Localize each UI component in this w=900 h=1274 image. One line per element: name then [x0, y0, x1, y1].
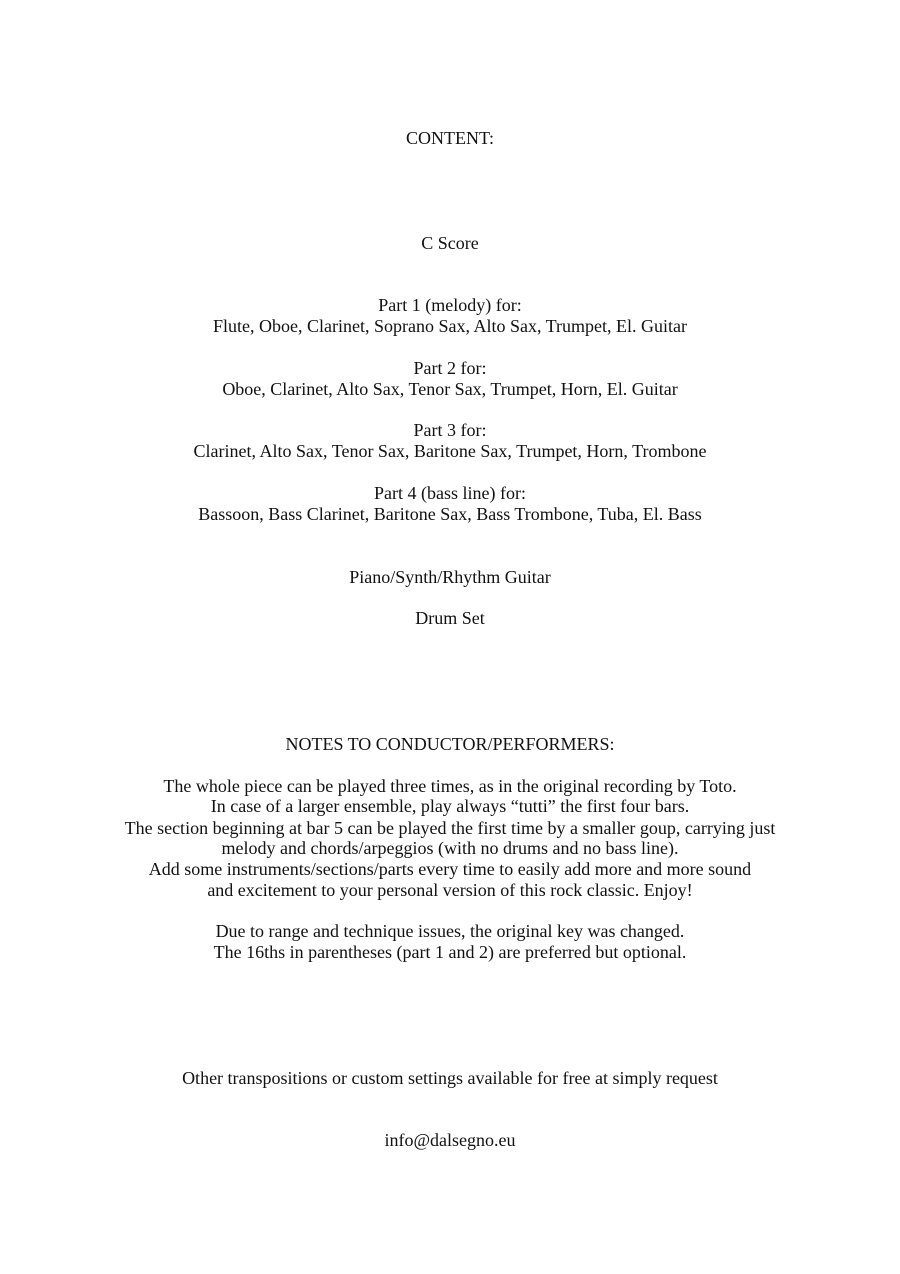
notes-line: Due to range and technique issues, the original key was changed. [215, 921, 685, 941]
c-score-label: C Score [421, 233, 479, 253]
part-3-title: Part 3 for: [413, 420, 487, 440]
part-1-instruments: Flute, Oboe, Clarinet, Soprano Sax, Alto Sax, Trumpet, El. Guitar [213, 316, 687, 336]
notes-line: The section beginning at bar 5 can be played the first time by a smaller goup, carrying just [124, 818, 776, 838]
contact-email: info@dalsegno.eu [384, 1130, 516, 1150]
part-4-instruments: Bassoon, Bass Clarinet, Baritone Sax, Bass Trombone, Tuba, El. Bass [198, 504, 702, 524]
notes-heading: NOTES TO CONDUCTOR/PERFORMERS: [285, 734, 615, 754]
drum-set-label: Drum Set [415, 608, 485, 628]
part-2-instruments: Oboe, Clarinet, Alto Sax, Tenor Sax, Trumpet, Horn, El. Guitar [222, 379, 678, 399]
part-4-title: Part 4 (bass line) for: [374, 483, 526, 503]
notes-line: The 16ths in parentheses (part 1 and 2) are preferred but optional. [213, 942, 687, 962]
footer-note: Other transpositions or custom settings available for free at simply request [182, 1068, 718, 1088]
content-heading: CONTENT: [405, 128, 495, 148]
rhythm-section-label: Piano/Synth/Rhythm Guitar [349, 567, 551, 587]
part-3-instruments: Clarinet, Alto Sax, Tenor Sax, Baritone Sax, Trumpet, Horn, Trombone [193, 441, 707, 461]
notes-line: In case of a larger ensemble, play always “tutti” the first four bars. [210, 796, 690, 816]
part-1-title: Part 1 (melody) for: [378, 295, 522, 315]
notes-line: and excitement to your personal version of this rock classic. Enjoy! [207, 880, 693, 900]
notes-line: The whole piece can be played three times, as in the original recording by Toto. [163, 776, 737, 796]
notes-line: Add some instruments/sections/parts every time to easily add more and more sound [148, 859, 752, 879]
notes-line: melody and chords/arpeggios (with no drums and no bass line). [221, 838, 679, 858]
part-2-title: Part 2 for: [413, 358, 487, 378]
